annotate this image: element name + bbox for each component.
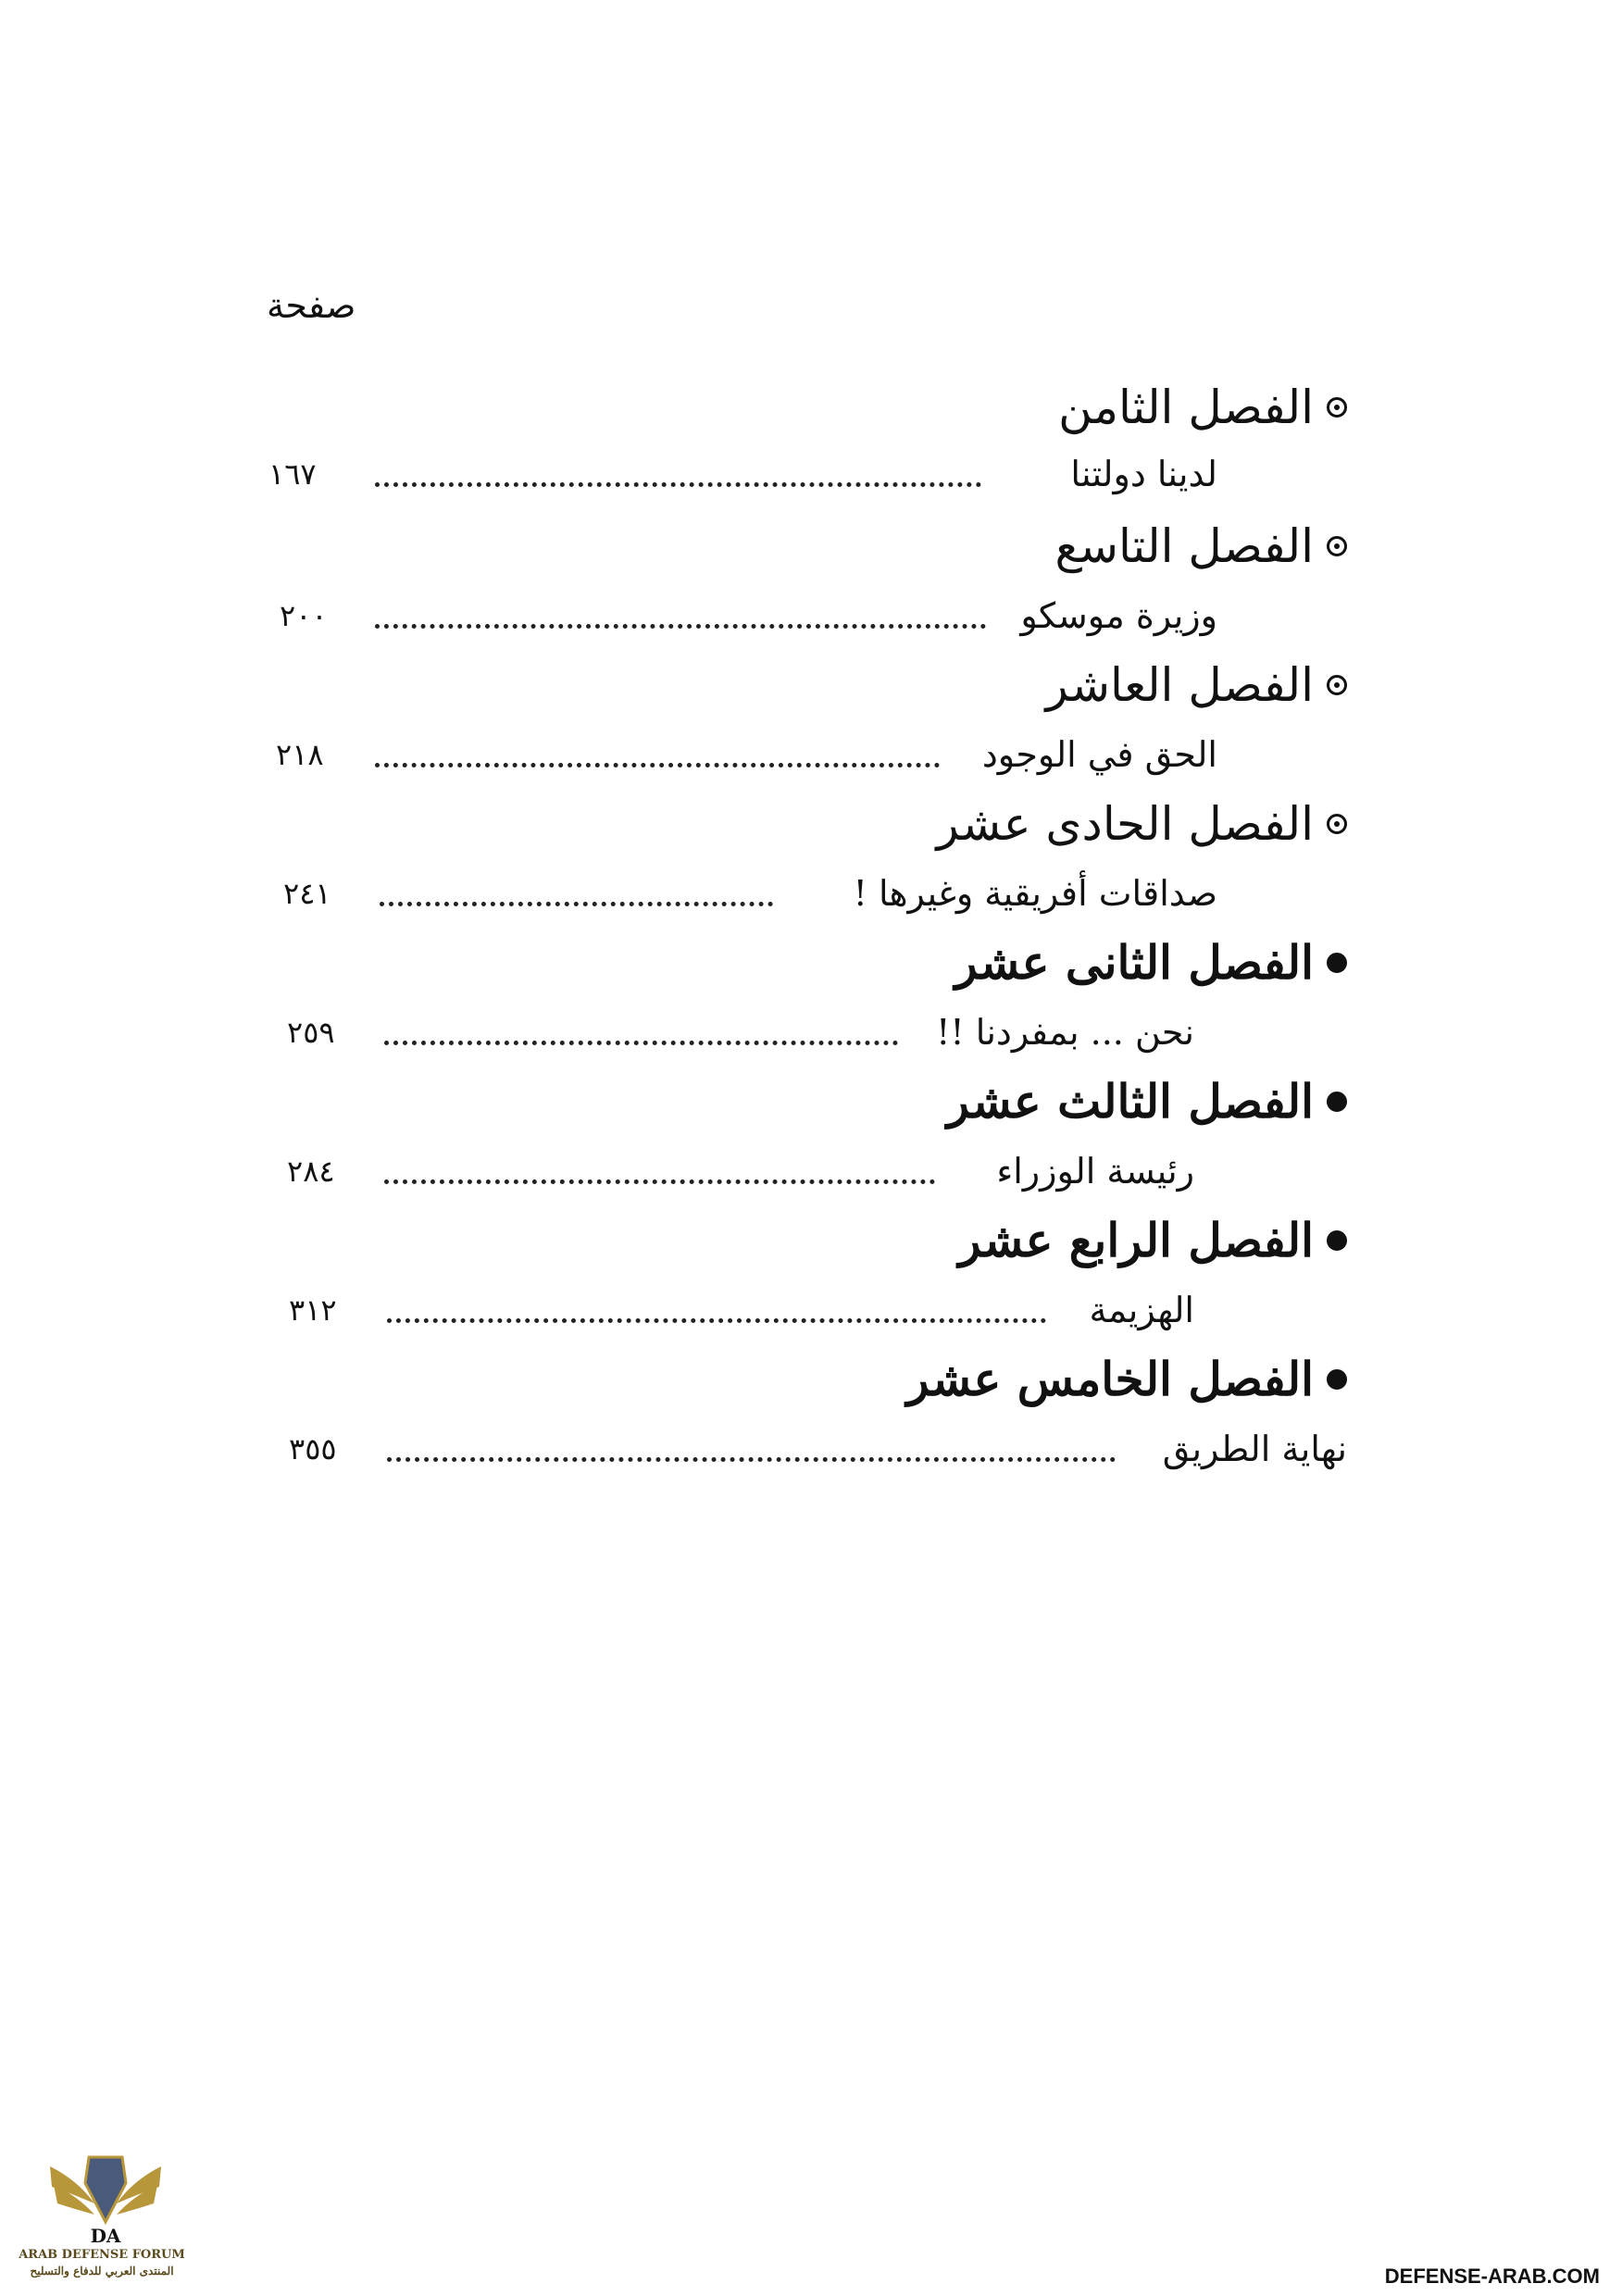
page-number: ٣١٢ <box>289 1292 337 1328</box>
page-number: ١٦٧ <box>268 456 317 492</box>
bullet-icon <box>1327 675 1347 695</box>
entry-title: نهاية الطريق <box>1150 1421 1347 1477</box>
chapter-title: الفصل التاسع <box>1054 519 1314 573</box>
dot-leader <box>384 1041 898 1045</box>
toc-entry <box>268 588 1217 643</box>
entry-title: وزيرة موسكو <box>1007 588 1217 643</box>
toc-entry <box>268 727 1217 782</box>
forum-name-ar: المنتدى العربي للدفاع والتسليح <box>30 2265 174 2277</box>
page-number: ٢٠٠ <box>280 598 328 633</box>
toc-entry <box>268 1143 1194 1199</box>
dot-leader <box>387 1318 1046 1323</box>
chapter-heading <box>926 380 1347 435</box>
toc-entry <box>268 866 1217 921</box>
entry-title: الحق في الوجود <box>969 727 1217 782</box>
entry-title: صداقات أفريقية وغيرها ! <box>841 866 1217 921</box>
chapter-heading <box>907 1074 1347 1129</box>
toc-entry <box>268 1004 1194 1060</box>
chapter-title: الفصل الثالث عشر <box>946 1074 1314 1129</box>
page-number: ٣٥٥ <box>289 1431 337 1466</box>
page-number: ٢٤١ <box>283 876 331 911</box>
entry-title: رئيسة الوزراء <box>983 1143 1194 1199</box>
toc-entry <box>268 1421 1347 1477</box>
chapter-title: الفصل الحادى عشر <box>936 797 1314 851</box>
page-column-label: صفحة <box>267 285 356 326</box>
forum-logo-icon <box>41 2129 170 2287</box>
bullet-icon <box>1327 1369 1347 1390</box>
page-number: ٢٨٤ <box>287 1154 335 1189</box>
entry-title: نحن ... بمفردنا !! <box>923 1004 1194 1060</box>
logo-initials: DA <box>90 2225 121 2247</box>
bullet-icon <box>1327 1230 1347 1251</box>
chapter-heading <box>907 796 1347 852</box>
bullet-icon <box>1327 536 1347 556</box>
entry-title: الهزيمة <box>1076 1282 1194 1338</box>
toc-entry <box>268 1282 1194 1338</box>
forum-name-en: ARAB DEFENSE FORUM <box>19 2248 185 2262</box>
bullet-icon <box>1327 814 1347 834</box>
dot-leader <box>384 1179 935 1184</box>
dot-leader <box>387 1457 1116 1462</box>
chapter-title: الفصل الرابع عشر <box>958 1213 1314 1267</box>
chapter-heading <box>926 657 1347 713</box>
chapter-title: الفصل الخامس عشر <box>906 1352 1314 1406</box>
entry-title: لدينا دولتنا <box>1057 446 1217 502</box>
bullet-icon <box>1327 953 1347 973</box>
bullet-icon <box>1327 397 1347 418</box>
page-number: ٢٥٩ <box>287 1015 335 1050</box>
dot-leader <box>380 902 773 906</box>
site-url: DEFENSE-ARAB.COM <box>1384 2265 1600 2288</box>
toc-entry <box>268 446 1217 502</box>
chapter-heading <box>926 518 1347 574</box>
dot-leader <box>375 482 981 487</box>
chapter-heading <box>907 935 1347 991</box>
chapter-title: الفصل الثانى عشر <box>954 935 1314 990</box>
chapter-title: الفصل الثامن <box>1058 381 1314 434</box>
chapter-title: الفصل العاشر <box>1045 658 1314 712</box>
chapter-heading <box>907 1213 1347 1268</box>
dot-leader <box>375 624 986 629</box>
chapter-heading <box>889 1352 1347 1407</box>
page-number: ٢١٨ <box>276 737 324 772</box>
bullet-icon <box>1327 1092 1347 1112</box>
dot-leader <box>375 763 940 767</box>
